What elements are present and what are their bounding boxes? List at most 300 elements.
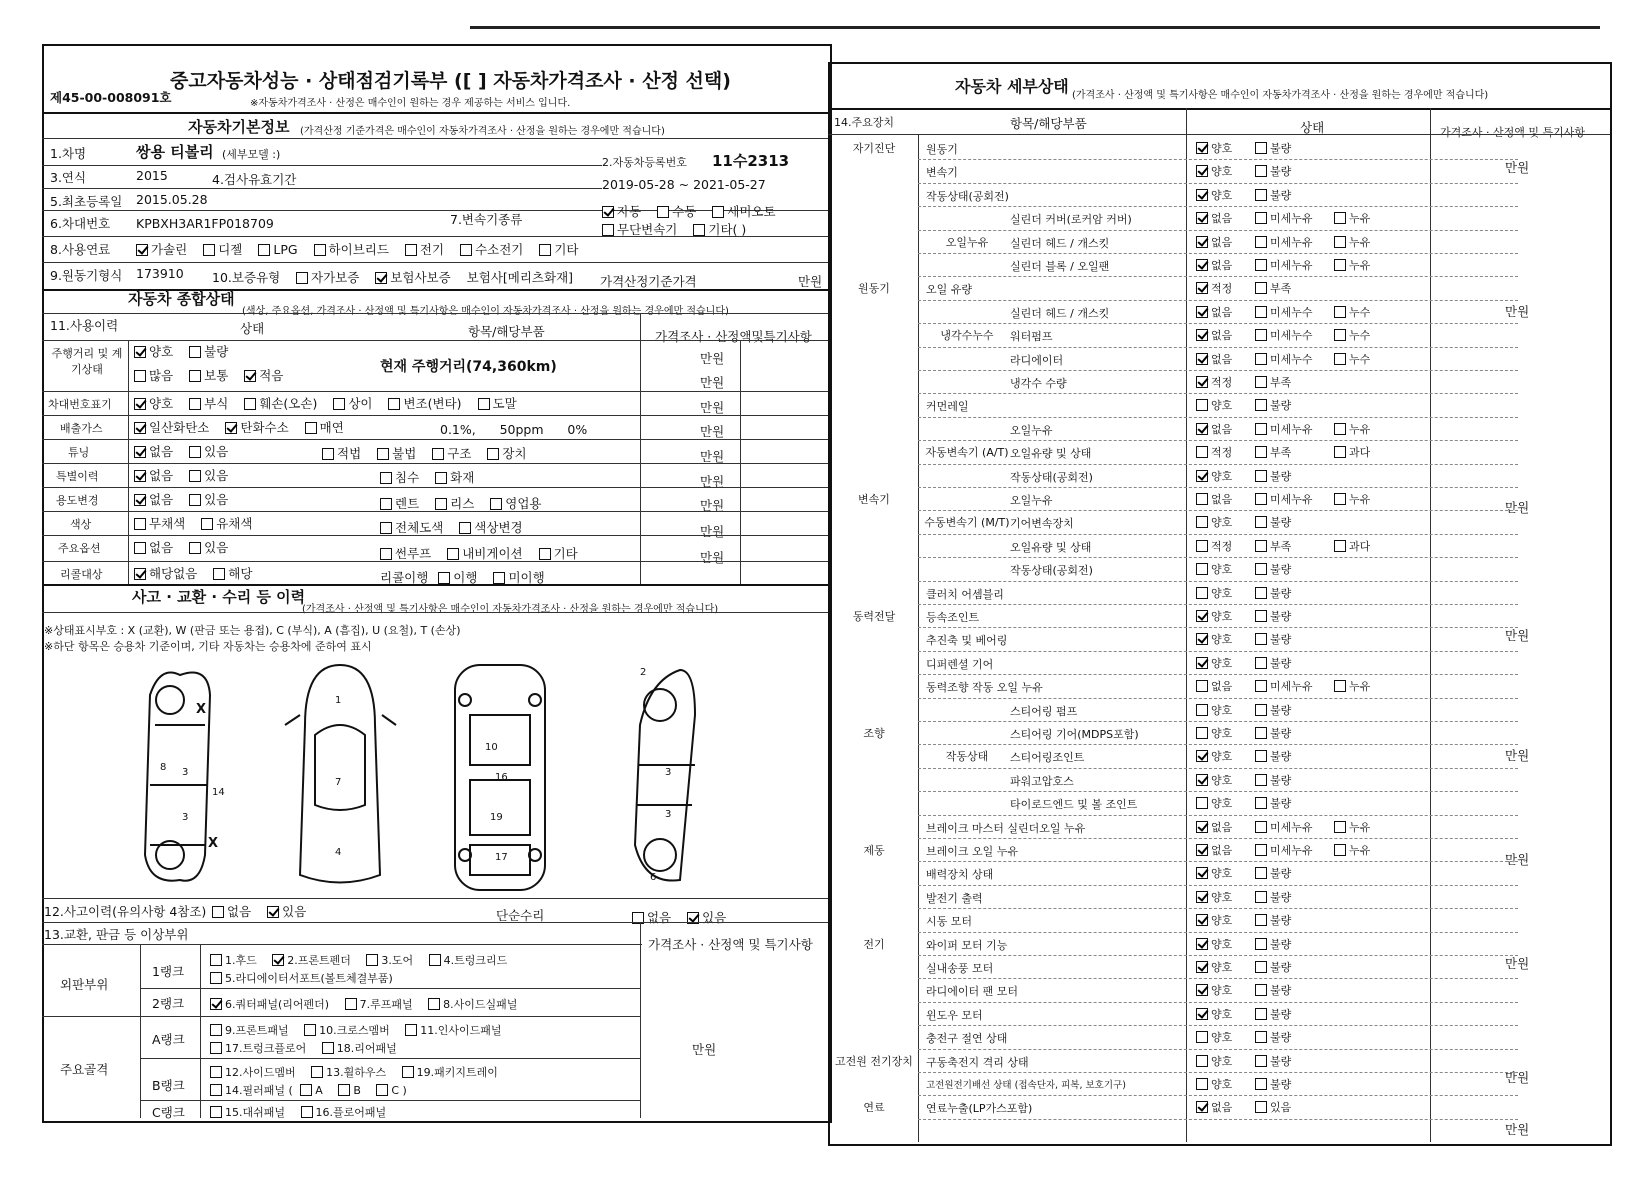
options-other-checkbox[interactable] (539, 548, 551, 560)
status-checkbox[interactable] (1255, 376, 1267, 388)
status-option-label: 없음 (1211, 844, 1233, 857)
options-exists-checkbox[interactable] (189, 542, 201, 554)
status-option-label: 양호 (1211, 914, 1233, 928)
color-achromatic-checkbox[interactable] (134, 518, 146, 530)
status-checkbox[interactable] (1255, 493, 1267, 505)
status-checkbox[interactable] (1334, 236, 1346, 248)
vin-plate-options: 양호 부식 훼손(오손) 상이 변조(변타) 도말 (134, 394, 517, 412)
unit-self-diag: 만원 (1505, 160, 1530, 175)
fuel-hydrogen-checkbox[interactable] (460, 244, 472, 256)
special-exists-checkbox[interactable] (189, 470, 201, 482)
status-option-label: 불량 (1270, 890, 1292, 904)
status-option-label: 미세누유 (1270, 235, 1313, 249)
status-checkbox[interactable] (1196, 423, 1208, 435)
status-options (1196, 725, 1334, 741)
status-option-label: 불량 (1270, 867, 1292, 881)
status-checkbox[interactable] (1334, 844, 1346, 856)
status-checkbox[interactable] (1255, 657, 1267, 669)
status-option-label: 양호 (1211, 188, 1233, 202)
basic-info-header: 자동차기본정보 (188, 118, 290, 136)
part-door-checkbox[interactable] (366, 954, 378, 966)
status-checkbox[interactable] (1334, 329, 1346, 341)
status-option-label: 불량 (1270, 188, 1292, 202)
status-checkbox[interactable] (1255, 516, 1267, 528)
status-option-label: 누유 (1349, 680, 1371, 694)
status-option-label: 미세누유 (1270, 259, 1313, 272)
color-change-checkbox[interactable] (459, 522, 471, 534)
detail-row (828, 885, 1608, 908)
status-checkbox[interactable] (1255, 142, 1267, 154)
status-checkbox[interactable] (1196, 259, 1208, 271)
status-checkbox[interactable] (1196, 821, 1208, 833)
accident-none-checkbox[interactable] (212, 906, 224, 918)
inspection-item: 오일유량 및 상태 (1010, 540, 1092, 554)
color-detail: 전체도색 색상변경 (380, 518, 523, 536)
status-checkbox[interactable] (1255, 189, 1267, 201)
inspection-item: 작동상태(공회전) (1010, 470, 1093, 484)
part-side-member-checkbox[interactable] (210, 1066, 222, 1078)
status-checkbox[interactable] (1255, 282, 1267, 294)
odometer-unit-2: 만원 (700, 375, 725, 390)
part-radiator-support-checkbox[interactable] (210, 972, 222, 984)
status-checkbox[interactable] (1196, 704, 1208, 716)
status-option-label: 불량 (1270, 469, 1292, 483)
detail-row (828, 370, 1608, 393)
tuning-structure-checkbox[interactable] (432, 448, 444, 460)
detail-row (828, 721, 1608, 744)
tuning-illegal-checkbox[interactable] (377, 448, 389, 460)
status-checkbox[interactable] (1196, 750, 1208, 762)
status-option-label: 불량 (1270, 142, 1292, 155)
odometer-bad-checkbox[interactable] (189, 346, 201, 358)
status-options (1196, 140, 1334, 156)
options-navi-checkbox[interactable] (447, 548, 459, 560)
status-options (1196, 702, 1334, 718)
special-detail: 침수 화재 (380, 468, 474, 486)
color-chromatic-checkbox[interactable] (201, 518, 213, 530)
status-option-label: 부족 (1270, 282, 1292, 296)
vin-value: KPBXH3AR1FP018709 (136, 216, 274, 231)
rankB-row-b: 14.필러패널 ( A B C ) (210, 1082, 407, 1098)
status-checkbox[interactable] (1255, 212, 1267, 224)
fuel-lpg-checkbox[interactable] (258, 244, 270, 256)
status-option-label: 미세누유 (1270, 493, 1313, 506)
status-option-label: 불량 (1270, 586, 1292, 600)
status-checkbox[interactable] (1255, 844, 1267, 856)
recall-done-checkbox[interactable] (438, 572, 450, 584)
detail-row (828, 183, 1608, 206)
detail-row (828, 674, 1608, 697)
status-options (1196, 608, 1334, 624)
status-option-label: 없음 (1211, 259, 1233, 272)
unit-power-train: 만원 (1505, 628, 1530, 643)
status-options (1196, 585, 1334, 601)
status-checkbox[interactable] (1255, 470, 1267, 482)
rankC-row: 15.대쉬패널 16.플로어패널 (210, 1104, 386, 1120)
inspection-item: 동력조향 작동 오일 누유 (926, 681, 1043, 695)
status-options (1196, 959, 1334, 975)
inspection-item: 오일유량 및 상태 (1010, 447, 1092, 461)
status-checkbox[interactable] (1196, 399, 1208, 411)
part-floor-panel-checkbox[interactable] (301, 1106, 313, 1118)
status-checkbox[interactable] (1196, 1008, 1208, 1020)
part-side-sill-checkbox[interactable] (428, 998, 440, 1010)
pillar-b-checkbox[interactable] (338, 1084, 350, 1096)
detail-row (828, 932, 1608, 955)
status-option-label: 미세누유 (1270, 820, 1313, 834)
emission-co-checkbox[interactable] (134, 422, 146, 434)
rankB-label: B랭크 (152, 1078, 185, 1093)
status-checkbox[interactable] (1255, 727, 1267, 739)
status-option-label: 없음 (1211, 820, 1233, 834)
status-checkbox[interactable] (1196, 774, 1208, 786)
part-rear-panel-checkbox[interactable] (322, 1042, 334, 1054)
mark-x-rear: X (208, 836, 219, 851)
device-group-label: 연료 (863, 1101, 885, 1115)
status-options (1196, 397, 1334, 413)
status-option-label: 미세누유 (1270, 844, 1313, 857)
status-checkbox[interactable] (1196, 540, 1208, 552)
status-checkbox[interactable] (1334, 540, 1346, 552)
status-checkbox[interactable] (1196, 657, 1208, 669)
trans-semiauto-checkbox[interactable] (712, 206, 724, 218)
status-checkbox[interactable] (1255, 984, 1267, 996)
status-option-label: 누수 (1349, 329, 1371, 343)
detail-row (828, 1049, 1608, 1072)
status-checkbox[interactable] (1334, 212, 1346, 224)
status-checkbox[interactable] (1255, 750, 1267, 762)
detail-row (828, 1002, 1608, 1025)
emission-options: 일산화탄소 탄화수소 매연 (134, 418, 344, 436)
inspection-item: 실린더 헤드 / 개스킷 (1010, 306, 1110, 320)
status-checkbox[interactable] (1196, 1078, 1208, 1090)
rank2-label: 2랭크 (152, 996, 185, 1011)
status-checkbox[interactable] (1255, 1078, 1267, 1090)
fuel-diesel-checkbox[interactable] (203, 244, 215, 256)
status-checkbox[interactable] (1255, 633, 1267, 645)
inspection-item: 원동기 (926, 143, 958, 156)
vin-plate-label: 차대번호표기 (48, 398, 112, 411)
vinplate-corroded-checkbox[interactable] (189, 398, 201, 410)
status-checkbox[interactable] (1255, 680, 1267, 692)
status-checkbox[interactable] (1196, 587, 1208, 599)
detail-row (828, 908, 1608, 931)
part-hood-checkbox[interactable] (210, 954, 222, 966)
status-checkbox[interactable] (1255, 259, 1267, 271)
status-option-label: 양호 (1211, 656, 1233, 670)
part-pillar-panel-checkbox[interactable] (210, 1084, 222, 1096)
part-trunk-floor-checkbox[interactable] (210, 1042, 222, 1054)
inspection-item: 구동축전지 격리 상태 (926, 1055, 1029, 1069)
status-checkbox[interactable] (1255, 914, 1267, 926)
status-checkbox[interactable] (1255, 329, 1267, 341)
recall-applicable-checkbox[interactable] (213, 568, 225, 580)
inspection-item: 오일누유 (1010, 494, 1053, 507)
mileage-many-checkbox[interactable] (134, 370, 146, 382)
vinplate-stolen-checkbox[interactable] (478, 398, 490, 410)
warranty-self-checkbox[interactable] (296, 272, 308, 284)
part-trunk-lid-checkbox[interactable] (429, 954, 441, 966)
status-checkbox[interactable] (1196, 353, 1208, 365)
status-checkbox[interactable] (1196, 470, 1208, 482)
inspection-item: 추진축 및 베어링 (926, 634, 1008, 648)
inspection-item: 스티어링 펌프 (1010, 704, 1078, 718)
status-checkbox[interactable] (1196, 891, 1208, 903)
usage-lease-checkbox[interactable] (435, 498, 447, 510)
status-checkbox[interactable] (1196, 189, 1208, 201)
device-group-label: 자기진단 (852, 142, 896, 155)
part-dash-panel-checkbox[interactable] (210, 1106, 222, 1118)
unit-electric: 만원 (1505, 956, 1530, 971)
detail-row (828, 651, 1608, 674)
status-checkbox[interactable] (1334, 446, 1346, 458)
status-checkbox[interactable] (1196, 329, 1208, 341)
status-checkbox[interactable] (1255, 774, 1267, 786)
status-checkbox[interactable] (1196, 165, 1208, 177)
inspection-item: 실내송풍 모터 (926, 962, 994, 975)
status-checkbox[interactable] (1196, 493, 1208, 505)
status-checkbox[interactable] (1196, 1055, 1208, 1067)
detail-row (828, 815, 1608, 838)
reg-no-value: 11수2313 (712, 152, 790, 170)
emission-hc-checkbox[interactable] (225, 422, 237, 434)
status-checkbox[interactable] (1196, 961, 1208, 973)
color-fullpaint-checkbox[interactable] (380, 522, 392, 534)
status-checkbox[interactable] (1255, 1031, 1267, 1043)
status-checkbox[interactable] (1255, 446, 1267, 458)
inspection-item: 와이퍼 모터 기능 (926, 938, 1008, 952)
status-checkbox[interactable] (1255, 540, 1267, 552)
vin-label: 6.차대번호 (50, 216, 111, 231)
color-unit: 만원 (700, 524, 725, 539)
status-option-label: 양호 (1211, 469, 1233, 483)
tuning-exists-checkbox[interactable] (189, 446, 201, 458)
inspection-item: 배력장치 상태 (926, 868, 994, 882)
status-checkbox[interactable] (1196, 212, 1208, 224)
status-options (1196, 748, 1334, 764)
status-option-label: 양호 (1211, 750, 1233, 764)
price-basis-unit: 만원 (798, 274, 823, 289)
recall-na-checkbox[interactable] (134, 568, 146, 580)
status-checkbox[interactable] (1255, 306, 1267, 318)
trans-auto-checkbox[interactable] (602, 206, 614, 218)
status-options (1196, 655, 1334, 671)
warranty-insurer-checkbox[interactable] (375, 272, 387, 284)
status-checkbox[interactable] (1255, 704, 1267, 716)
pillar-c-checkbox[interactable] (376, 1084, 388, 1096)
unit-fuel: 만원 (1505, 1122, 1530, 1137)
part-inside-panel-checkbox[interactable] (405, 1024, 417, 1036)
rankA-label: A랭크 (152, 1032, 185, 1047)
fuel-hybrid-checkbox[interactable] (314, 244, 326, 256)
status-checkbox[interactable] (1196, 633, 1208, 645)
usage-exists-checkbox[interactable] (189, 494, 201, 506)
odometer-good-checkbox[interactable] (134, 346, 146, 358)
status-checkbox[interactable] (1196, 610, 1208, 622)
status-option-label: 누유 (1349, 422, 1371, 436)
options-sunroof-checkbox[interactable] (380, 548, 392, 560)
trans-manual-checkbox[interactable] (657, 206, 669, 218)
status-option-label: 누수 (1349, 305, 1371, 319)
trans-other-checkbox[interactable] (693, 224, 705, 236)
odometer-label: 주행거리 및 계기상태 (51, 347, 123, 376)
inspection-item: 브레이크 오일 누유 (926, 845, 1019, 858)
status-checkbox[interactable] (1255, 165, 1267, 177)
scan-edge-line (470, 26, 1600, 29)
status-checkbox[interactable] (1196, 516, 1208, 528)
status-checkbox[interactable] (1196, 844, 1208, 856)
status-options (1196, 1029, 1334, 1045)
status-checkbox[interactable] (1334, 259, 1346, 271)
part-front-fender-checkbox[interactable] (272, 954, 284, 966)
usage-business-checkbox[interactable] (490, 498, 502, 510)
status-checkbox[interactable] (1334, 423, 1346, 435)
status-checkbox[interactable] (1196, 867, 1208, 879)
status-checkbox[interactable] (1196, 446, 1208, 458)
status-checkbox[interactable] (1196, 1031, 1208, 1043)
emission-smoke-checkbox[interactable] (305, 422, 317, 434)
status-options (1196, 631, 1334, 647)
status-checkbox[interactable] (1255, 938, 1267, 950)
rank1-row-a: 1.후드 2.프론트펜더 3.도어 4.트렁크리드 (210, 952, 507, 968)
special-none-checkbox[interactable] (134, 470, 146, 482)
vinplate-mismatch-checkbox[interactable] (333, 398, 345, 410)
status-checkbox[interactable] (1196, 984, 1208, 996)
status-option-label: 미세누유 (1270, 680, 1313, 694)
status-checkbox[interactable] (1196, 563, 1208, 575)
tuning-none-checkbox[interactable] (134, 446, 146, 458)
status-checkbox[interactable] (1255, 610, 1267, 622)
special-unit: 만원 (700, 474, 725, 489)
vinplate-good-checkbox[interactable] (134, 398, 146, 410)
status-checkbox[interactable] (1255, 1055, 1267, 1067)
status-option-label: 없음 (1211, 235, 1233, 249)
col-main-device: 14.주요장치 (834, 116, 894, 129)
status-option-label: 부족 (1270, 539, 1292, 553)
fuel-other-checkbox[interactable] (539, 244, 551, 256)
mileage-normal-checkbox[interactable] (189, 370, 201, 382)
rank1-label: 1랭크 (152, 964, 185, 979)
inspection-item: 등속조인트 (926, 611, 980, 624)
status-option-label: 없음 (1211, 329, 1233, 343)
status-checkbox[interactable] (1196, 1101, 1208, 1113)
unit-high-voltage: 만원 (1505, 1070, 1530, 1085)
status-checkbox[interactable] (1196, 236, 1208, 248)
inspection-item: 스티어링조인트 (1010, 751, 1085, 765)
status-checkbox[interactable] (1255, 867, 1267, 879)
status-checkbox[interactable] (1196, 306, 1208, 318)
status-checkbox[interactable] (1196, 142, 1208, 154)
status-checkbox[interactable] (1255, 891, 1267, 903)
status-checkbox[interactable] (1196, 727, 1208, 739)
status-checkbox[interactable] (1255, 563, 1267, 575)
status-option-label: 없음 (1211, 212, 1233, 226)
status-checkbox[interactable] (1255, 353, 1267, 365)
special-flood-checkbox[interactable] (380, 472, 392, 484)
status-option-label: 불량 (1270, 797, 1292, 811)
engine-label: 9.원동기형식 (50, 268, 123, 283)
vinplate-damaged-checkbox[interactable] (244, 398, 256, 410)
status-option-label: 양호 (1211, 516, 1233, 530)
fuel-gasoline-checkbox[interactable] (136, 244, 148, 256)
part-wheel-house-checkbox[interactable] (311, 1066, 323, 1078)
outer-panel-label: 외판부위 (60, 977, 109, 992)
part-package-tray-checkbox[interactable] (402, 1066, 414, 1078)
status-checkbox[interactable] (1196, 797, 1208, 809)
status-checkbox[interactable] (1196, 376, 1208, 388)
part-quarter-panel-checkbox[interactable] (210, 998, 222, 1010)
tuning-detail: 적법 불법 구조 장치 (322, 444, 527, 462)
sub-group-label: 작동상태 (945, 750, 989, 764)
vinplate-altered-checkbox[interactable] (388, 398, 400, 410)
status-checkbox[interactable] (1334, 353, 1346, 365)
status-checkbox[interactable] (1255, 423, 1267, 435)
status-checkbox[interactable] (1255, 961, 1267, 973)
status-checkbox[interactable] (1334, 680, 1346, 692)
fuel-electric-checkbox[interactable] (405, 244, 417, 256)
inspection-item: 윈도우 모터 (926, 1008, 983, 1022)
status-checkbox[interactable] (1196, 282, 1208, 294)
status-options (1196, 842, 1413, 858)
trans-cvt-checkbox[interactable] (602, 224, 614, 236)
overall-note: (색상, 주요옵션, 가격조사 · 산정액 및 특기사항은 매수인이 자동차가격조사 · 산정을 원하는 경우에만 적습니다) (242, 306, 729, 317)
status-checkbox[interactable] (1255, 797, 1267, 809)
pillar-a-checkbox[interactable] (300, 1084, 312, 1096)
status-checkbox[interactable] (1255, 399, 1267, 411)
svg-text:16: 16 (495, 772, 508, 783)
status-checkbox[interactable] (1255, 1101, 1267, 1113)
detail-row (828, 487, 1608, 510)
status-checkbox[interactable] (1255, 821, 1267, 833)
status-checkbox[interactable] (1255, 1008, 1267, 1020)
status-checkbox[interactable] (1334, 306, 1346, 318)
part-roof-panel-checkbox[interactable] (345, 998, 357, 1010)
doc-number: 제45-00-008091호 (50, 90, 172, 105)
status-checkbox[interactable] (1334, 821, 1346, 833)
special-fire-checkbox[interactable] (435, 472, 447, 484)
status-options (1196, 514, 1334, 530)
status-checkbox[interactable] (1196, 914, 1208, 926)
status-option-label: 양호 (1211, 1078, 1233, 1091)
usage-detail: 렌트 리스 영업용 (380, 494, 542, 512)
part-front-panel-checkbox[interactable] (210, 1024, 222, 1036)
parts-label: 13.교환, 판금 등 이상부위 (44, 927, 189, 942)
status-checkbox[interactable] (1255, 587, 1267, 599)
status-checkbox[interactable] (1334, 493, 1346, 505)
status-checkbox[interactable] (1196, 680, 1208, 692)
simple-repair-label: 단순수리 (496, 908, 545, 923)
status-checkbox[interactable] (1196, 938, 1208, 950)
tuning-device-checkbox[interactable] (487, 448, 499, 460)
reg-no-label: 2.자동차등록번호 (602, 156, 687, 169)
part-cross-member-checkbox[interactable] (304, 1024, 316, 1036)
status-checkbox[interactable] (1255, 236, 1267, 248)
status-option-label: 적정 (1211, 446, 1233, 460)
usage-rent-checkbox[interactable] (380, 498, 392, 510)
mileage-few-checkbox[interactable] (244, 370, 256, 382)
status-option-label: 불량 (1270, 1007, 1292, 1021)
tuning-unit: 만원 (700, 449, 725, 464)
detail-row (828, 300, 1608, 323)
recall-notdone-checkbox[interactable] (493, 572, 505, 584)
sub-group-label: 냉각수누수 (940, 329, 994, 343)
accident-history-label: 12.사고이력(유의사항 4참조) (44, 904, 207, 919)
status-option-label: 불량 (1270, 516, 1292, 530)
tuning-legal-checkbox[interactable] (322, 448, 334, 460)
usage-none-checkbox[interactable] (134, 494, 146, 506)
options-none-checkbox[interactable] (134, 542, 146, 554)
accident-exists-checkbox[interactable] (267, 906, 279, 918)
